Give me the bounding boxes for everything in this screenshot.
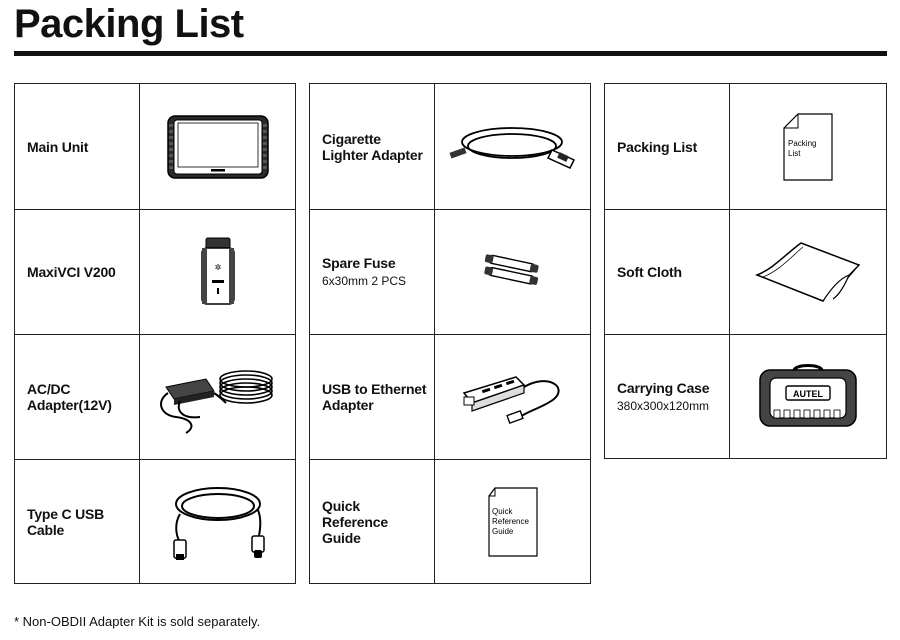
- item-packing-list: [605, 84, 886, 209]
- item-usb-ethernet: [310, 334, 590, 459]
- usb-cable-icon: [166, 480, 270, 564]
- item-label: Type C USB Cable: [27, 506, 105, 538]
- packing-table-3: [604, 83, 887, 459]
- doc-line: Reference: [491, 517, 529, 526]
- tablet-icon: [166, 114, 270, 180]
- vci-icon: [198, 236, 238, 308]
- item-cigarette-adapter: [310, 84, 590, 209]
- item-maxivci: [15, 209, 295, 334]
- item-label: Cigarette Lighter Adapter: [322, 130, 423, 163]
- item-label: Soft Cloth: [617, 264, 682, 280]
- item-sublabel: 6x30mm 2 PCS: [322, 274, 407, 288]
- cigarette-adapter-icon: [448, 122, 578, 172]
- item-ac-dc-adapter: [15, 334, 295, 459]
- footnote: * Non-OBDII Adapter Kit is sold separately.: [14, 614, 261, 629]
- item-sublabel: 380x300x120mm: [617, 399, 710, 413]
- doc-line: List: [788, 148, 801, 158]
- item-label: USB to Ethernet Adapter: [322, 381, 427, 413]
- item-usb-cable: [15, 459, 295, 584]
- fuse-icon: [481, 252, 545, 292]
- document-icon: [485, 484, 541, 560]
- title-rule: [14, 51, 887, 56]
- case-icon: [756, 362, 860, 432]
- item-label: MaxiVCI V200: [27, 264, 116, 280]
- doc-line: Quick: [491, 507, 512, 516]
- item-main-unit: [15, 84, 295, 209]
- item-label: Carrying Case: [617, 380, 710, 396]
- doc-line: Packing: [788, 138, 817, 148]
- usb-ethernet-icon: [458, 367, 568, 427]
- item-label: Packing List: [617, 138, 698, 155]
- cloth-icon: [753, 239, 863, 305]
- item-spare-fuse: [310, 209, 590, 334]
- page-title: Packing List: [14, 2, 244, 46]
- document-icon: [780, 110, 836, 184]
- item-quick-reference: [310, 459, 590, 584]
- svg-text:✲: ✲: [214, 263, 221, 272]
- packing-table-1: [14, 83, 296, 584]
- item-soft-cloth: [605, 209, 886, 334]
- item-label: Main Unit: [27, 138, 89, 155]
- case-brand: AUTEL: [793, 389, 823, 399]
- doc-line: Guide: [491, 527, 513, 536]
- adapter-icon: [156, 357, 280, 437]
- item-label: Spare Fuse: [322, 255, 396, 271]
- packing-table-2: [309, 83, 591, 584]
- item-carrying-case: [605, 334, 886, 459]
- item-label: AC/DC Adapter(12V): [27, 381, 112, 413]
- item-label: Quick Reference Guide: [322, 498, 388, 546]
